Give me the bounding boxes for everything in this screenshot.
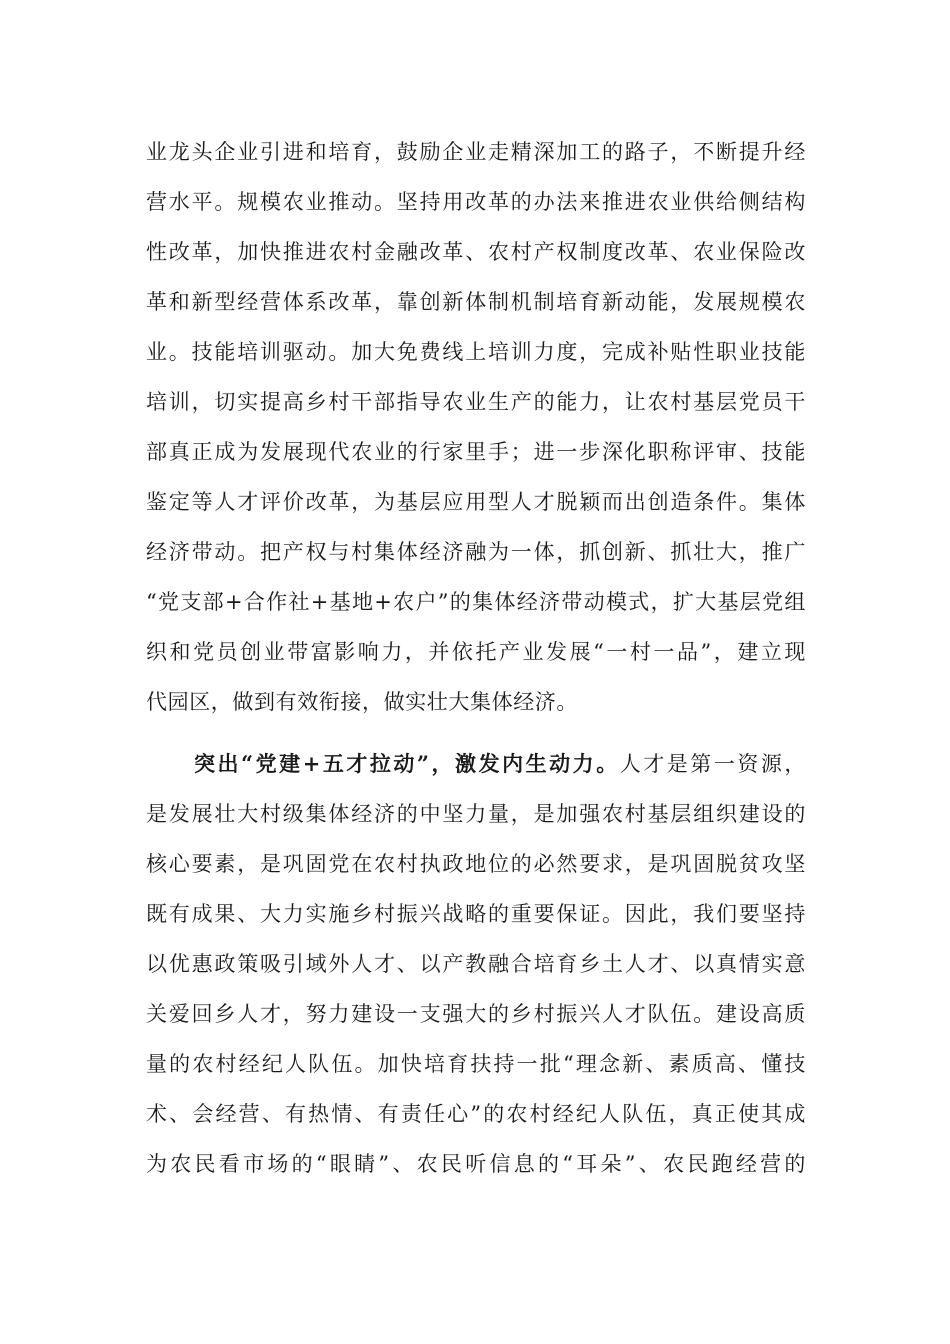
text-line: 业龙头企业引进和培育，鼓励企业走精深加工的路子，不断提升经 bbox=[146, 140, 806, 164]
paragraph-1 bbox=[146, 127, 806, 727]
text-line: 关爱回乡人才，努力建设一支强大的乡村振兴人才队伍。建设高质 bbox=[146, 1002, 806, 1026]
text-line: 培训，切实提高乡村干部指导农业生产的能力，让农村基层党员干 bbox=[146, 390, 806, 414]
text-line: 量的农村经纪人队伍。加快培育扶持一批“理念新、素质高、懂技 bbox=[146, 1052, 806, 1076]
text-line: 代园区，做到有效衔接，做实壮大集体经济。 bbox=[146, 690, 578, 714]
text-line: 营水平。规模农业推动。坚持用改革的办法来推进农业供给侧结构 bbox=[146, 190, 806, 214]
text-line: 织和党员创业带富影响力，并依托产业发展“一村一品”，建立现 bbox=[146, 640, 806, 664]
text-line: 革和新型经营体系改革，靠创新体制机制培育新动能，发展规模农 bbox=[146, 290, 806, 314]
text-line: “党支部+合作社+基地+农户”的集体经济带动模式，扩大基层党组 bbox=[146, 590, 806, 614]
text-line: 性改革，加快推进农村金融改革、农村产权制度改革、农业保险改 bbox=[146, 240, 806, 264]
text-run: 人才是第一资源， bbox=[619, 752, 806, 776]
text-line: 业。技能培训驱动。加大免费线上培训力度，完成补贴性职业技能 bbox=[146, 340, 806, 364]
text-line: 经济带动。把产权与村集体经济融为一体，抓创新、抓壮大，推广 bbox=[146, 540, 806, 564]
paragraph-2 bbox=[146, 739, 806, 1189]
text-line: 既有成果、大力实施乡村振兴战略的重要保证。因此，我们要坚持 bbox=[146, 902, 806, 926]
text-line: 核心要素，是巩固党在农村执政地位的必然要求，是巩固脱贫攻坚 bbox=[146, 852, 806, 876]
text-line: 为农民看市场的“眼睛”、农民听信息的“耳朵”、农民跑经营的 bbox=[146, 1152, 806, 1176]
paragraph-first-line bbox=[146, 739, 806, 789]
paragraph-heading: 突出“党建+五才拉动”，激发内生动力。 bbox=[194, 751, 620, 776]
text-line: 以优惠政策吸引域外人才、以产教融合培育乡土人才、以真情实意 bbox=[146, 952, 806, 976]
text-line: 术、会经营、有热情、有责任心”的农村经纪人队伍，真正使其成 bbox=[146, 1102, 806, 1126]
text-line: 部真正成为发展现代农业的行家里手；进一步深化职称评审、技能 bbox=[146, 440, 806, 464]
text-line: 是发展壮大村级集体经济的中坚力量，是加强农村基层组织建设的 bbox=[146, 802, 806, 826]
text-line: 鉴定等人才评价改革，为基层应用型人才脱颖而出创造条件。集体 bbox=[146, 490, 806, 514]
